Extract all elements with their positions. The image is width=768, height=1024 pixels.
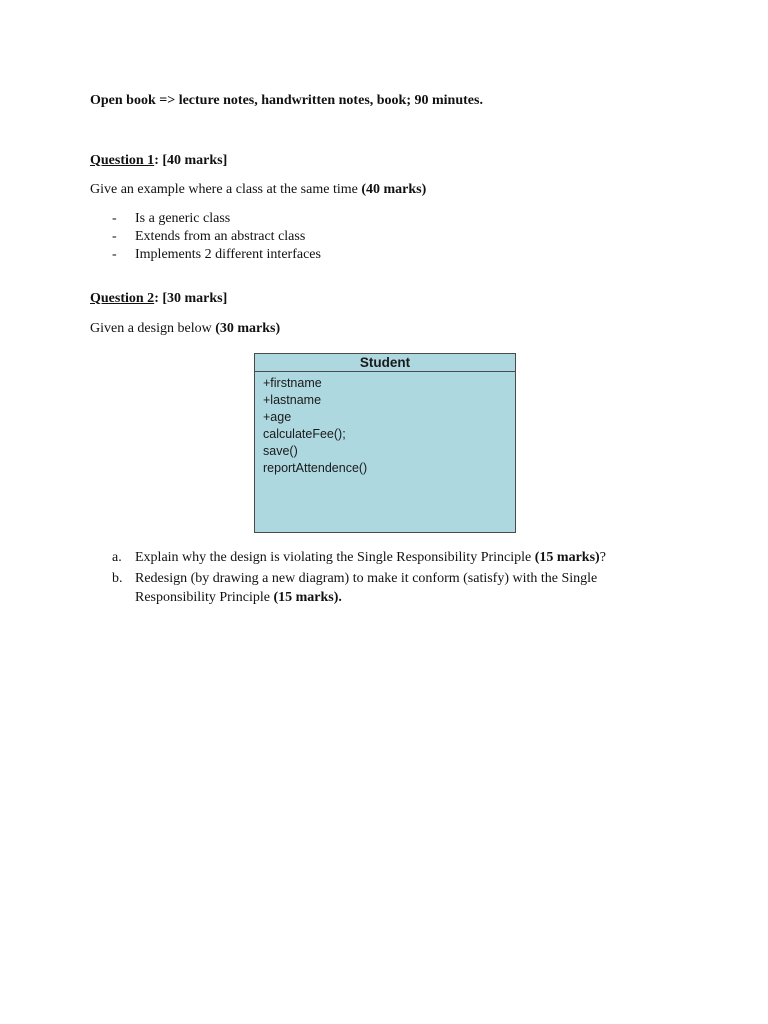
uml-class-diagram <box>254 353 516 533</box>
question-part-b <box>112 569 672 607</box>
question-1-prompt <box>90 182 426 198</box>
bullet-dash: - <box>112 247 117 262</box>
exam-instructions: Open book => lecture notes, handwritten notes, book; 90 minutes. <box>90 93 483 108</box>
uml-member: save() <box>263 444 298 458</box>
uml-class-name: Student <box>255 354 515 372</box>
question-2-colon: : <box>154 291 159 306</box>
list-item-text: Implements 2 different interfaces <box>135 247 321 262</box>
question-2-prompt <box>90 321 280 337</box>
list-item <box>112 246 321 264</box>
part-suffix: ? <box>599 550 606 565</box>
question-1-marks: [40 marks] <box>158 153 228 168</box>
uml-member: +lastname <box>263 393 322 407</box>
part-text: Redesign (by drawing a new diagram) to make it conform (satisfy) with the Single Responsibility Principle <box>135 571 598 605</box>
question-2-prompt-marks: (30 marks) <box>215 321 281 336</box>
question-1-requirements <box>112 210 321 264</box>
question-2-label: Question 2 <box>90 291 155 306</box>
question-2-heading <box>90 291 227 307</box>
list-item <box>112 210 321 228</box>
question-2-parts <box>112 548 672 609</box>
question-1-heading <box>90 153 227 169</box>
part-marks: (15 marks). <box>273 590 342 605</box>
question-2-marks: [30 marks] <box>158 291 228 306</box>
part-text: Explain why the design is violating the Single Responsibility Principle <box>135 550 535 565</box>
list-item-text: Extends from an abstract class <box>135 229 306 244</box>
uml-member: reportAttendence() <box>263 461 368 475</box>
bullet-dash: - <box>112 229 117 244</box>
question-1-prompt-text: Give an example where a class at the same time <box>90 182 362 197</box>
question-1-label: Question 1 <box>90 153 155 168</box>
part-marks: (15 marks) <box>534 550 600 565</box>
question-1-colon: : <box>154 153 159 168</box>
question-1-prompt-marks: (40 marks) <box>361 182 427 197</box>
uml-member: calculateFee(); <box>263 427 346 441</box>
part-letter: a. <box>112 550 122 565</box>
uml-class-members <box>255 372 515 477</box>
list-item <box>112 228 321 246</box>
bullet-dash: - <box>112 211 117 226</box>
uml-member: +firstname <box>263 376 322 390</box>
uml-member: +age <box>263 410 292 424</box>
part-letter: b. <box>112 571 123 586</box>
question-2-prompt-text: Given a design below <box>90 321 216 336</box>
question-part-a <box>112 548 672 567</box>
list-item-text: Is a generic class <box>135 211 231 226</box>
